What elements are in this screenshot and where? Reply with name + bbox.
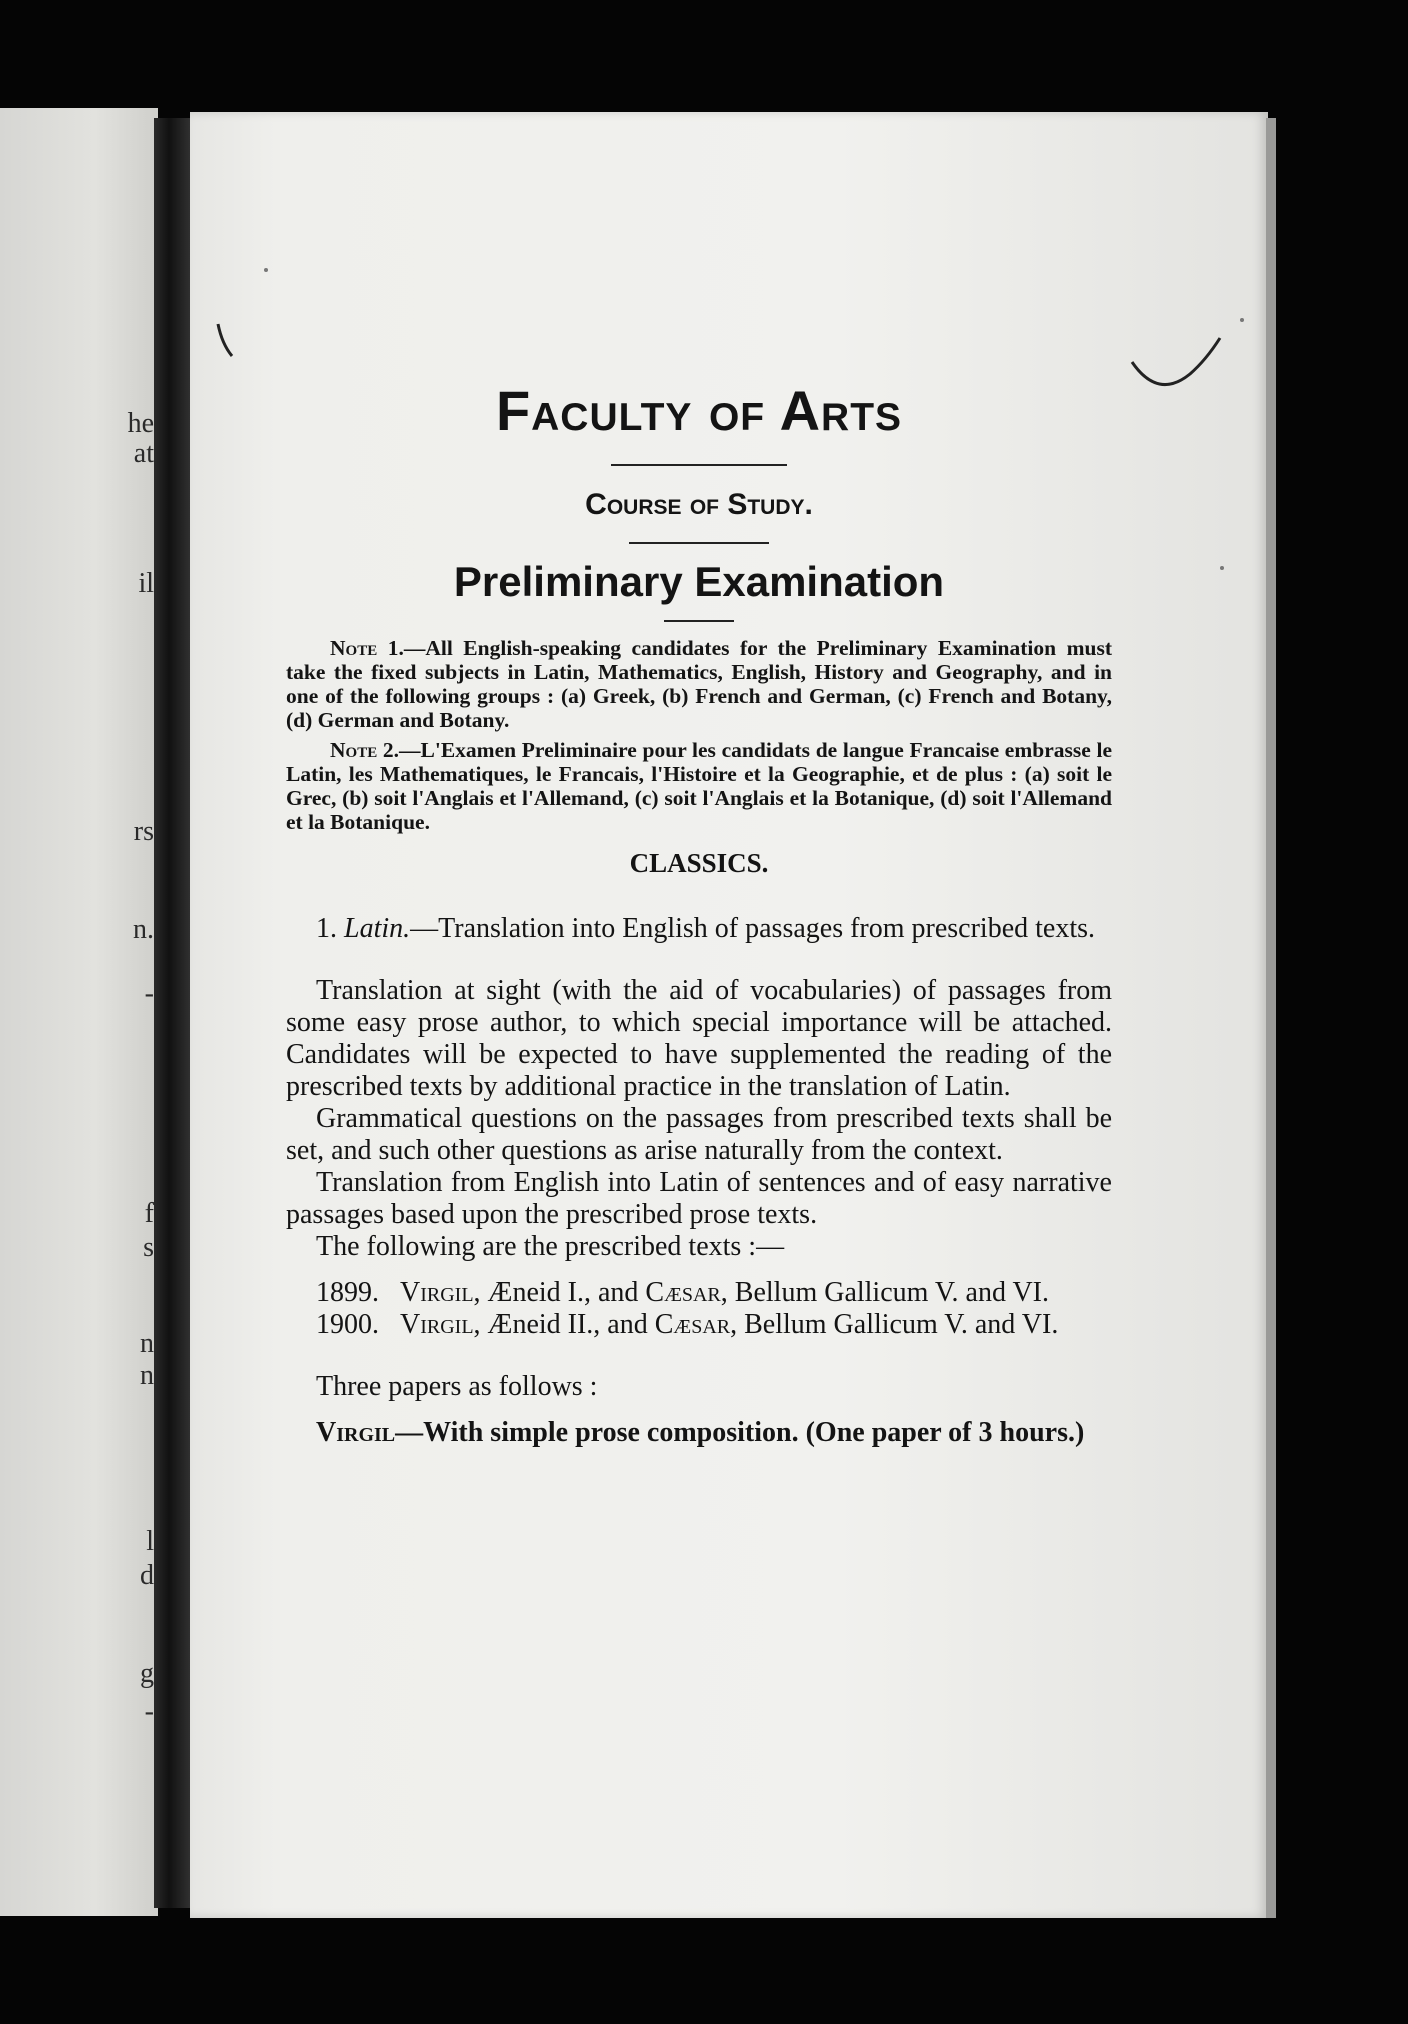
left-text-fragment: rs xyxy=(133,816,154,847)
latin-subject: Latin. xyxy=(344,912,411,944)
left-text-fragment: - xyxy=(144,1696,154,1727)
page-edge xyxy=(1266,118,1276,1918)
paragraph: Translation from English into Latin of sentences and of easy narrative passages based upon the prescribed prose texts. xyxy=(286,1166,1112,1230)
left-text-fragment: g xyxy=(140,1658,154,1689)
left-text-fragment: l xyxy=(146,1526,154,1557)
note-1 xyxy=(286,636,1112,732)
prescribed-text-item xyxy=(286,1277,1112,1309)
left-text-fragment: - xyxy=(144,978,154,1009)
speck xyxy=(1240,318,1244,322)
divider xyxy=(611,464,787,466)
speck xyxy=(264,268,268,272)
left-text-fragment: at xyxy=(133,438,154,469)
note-2-text: —L'Examen Preliminaire pour les candidats de langue Francaise embrasse le Latin, les Mathematiques, le Francais, l'Histoire et la Geographie, et de plus : (a) soit le Grec, (b) soit l'Anglais et l'Allemand, (c) soit l'Anglais et la Botanique, (d) soit l'Allemand et la Botanique. xyxy=(286,737,1112,834)
left-text-fragment: f xyxy=(144,1198,154,1229)
pencil-mark xyxy=(1128,330,1228,400)
text-author: Cæsar xyxy=(654,1308,731,1340)
speck xyxy=(1220,566,1224,570)
pencil-mark xyxy=(212,320,236,364)
text-author: Virgil xyxy=(400,1276,474,1308)
papers-intro: Three papers as follows : xyxy=(316,1370,598,1402)
paragraph: The following are the prescribed texts :— xyxy=(316,1230,785,1262)
text-year: 1900. xyxy=(316,1308,379,1340)
paper-item xyxy=(286,1417,1112,1449)
latin-paragraph xyxy=(286,913,1112,945)
text-year: 1899. xyxy=(316,1276,379,1308)
left-page xyxy=(0,108,158,1916)
examination-heading: Preliminary Examination xyxy=(453,557,945,605)
left-text-fragment: he xyxy=(127,408,154,439)
note-1-label: Note 1. xyxy=(330,635,404,660)
paragraph: Translation at sight (with the aid of vocabularies) of passages from some easy prose author, to which special importance will be attached. Candidates will be expected to have supplemented the reading of the prescribed texts by additional practice in the translation of Latin. xyxy=(286,974,1112,1102)
prescribed-text-item xyxy=(286,1309,1112,1341)
left-text-fragment: il xyxy=(138,568,154,599)
left-text-fragment: n xyxy=(140,1360,154,1391)
latin-number: 1. xyxy=(316,912,337,944)
page-content xyxy=(286,380,1112,1449)
course-heading: Course of Study. xyxy=(585,487,813,521)
text-work: , Æneid I., and xyxy=(473,1276,646,1308)
left-text-fragment: n xyxy=(140,1328,154,1359)
note-2-label: Note 2. xyxy=(330,737,400,762)
body-text xyxy=(286,913,1112,1449)
notes xyxy=(286,636,1112,834)
text-author: Virgil xyxy=(400,1308,474,1340)
latin-text: —Translation into English of passages from prescribed texts. xyxy=(410,912,1096,944)
prescribed-texts xyxy=(286,1277,1112,1341)
text-work: , Bellum Gallicum V. and VI. xyxy=(720,1276,1049,1308)
book-spine xyxy=(154,118,192,1908)
left-text-fragment: d xyxy=(140,1560,154,1591)
note-2 xyxy=(286,738,1112,834)
note-1-text: —All English-speaking candidates for the Preliminary Examination must take the fixed subjects in Latin, Mathematics, English, History and Geography, and in one of the following groups : (a) Greek, (b) French and German, (c) French and Botany, (d) German and Botany. xyxy=(286,635,1112,732)
section-heading: CLASSICS. xyxy=(629,847,769,878)
left-text-fragment: n. xyxy=(133,914,154,945)
divider xyxy=(629,542,769,544)
divider xyxy=(664,620,734,622)
paragraph: Grammatical questions on the passages from prescribed texts shall be set, and such other questions as arise naturally from the context. xyxy=(286,1102,1112,1166)
text-author: Cæsar xyxy=(645,1276,721,1308)
left-text-fragment: s xyxy=(143,1232,154,1263)
paper-author: Virgil xyxy=(316,1416,396,1448)
paper-text: —With simple prose composition. (One paper of 3 hours.) xyxy=(395,1416,1085,1448)
text-work: , Bellum Gallicum V. and VI. xyxy=(730,1308,1059,1340)
text-work: , Æneid II., and xyxy=(473,1308,655,1340)
page-title: Faculty of Arts xyxy=(495,379,903,442)
